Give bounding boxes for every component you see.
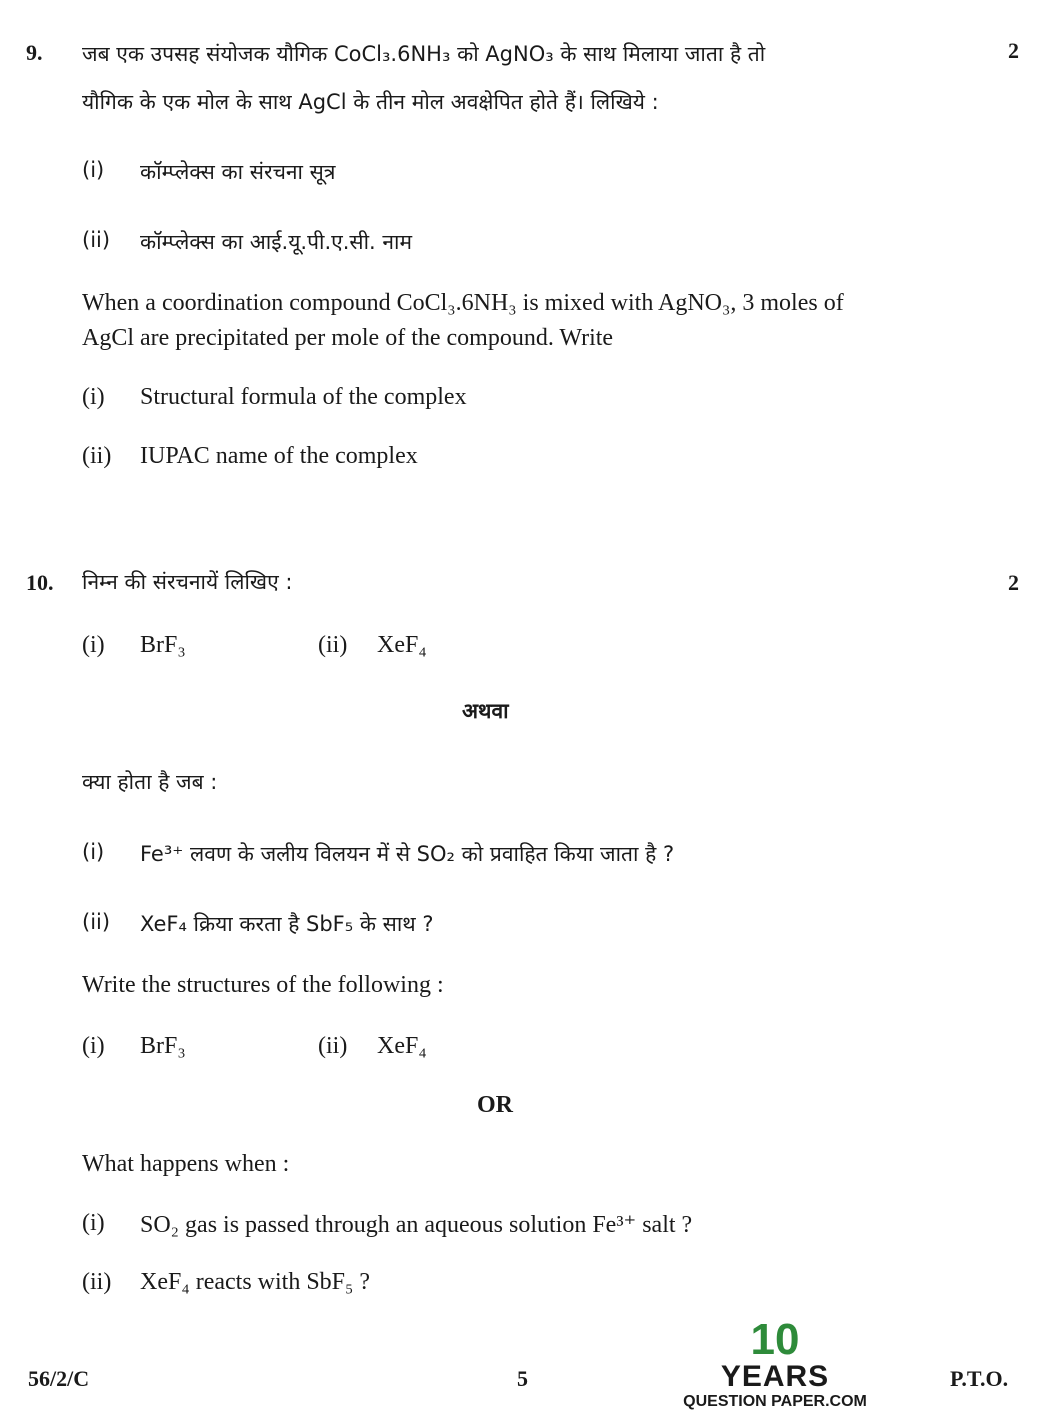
paper-code: 56/2/C xyxy=(28,1366,90,1391)
q9-english-item-text: IUPAC name of the complex xyxy=(140,443,418,469)
please-turn-over: P.T.O. xyxy=(950,1366,1009,1391)
q10-english-struct-formula: XeF₄ xyxy=(377,1033,427,1059)
q9-hindi-line-2: यौगिक के एक मोल के साथ AgCl के तीन मोल अवक्षेपित होते हैं। लिखिये : xyxy=(82,90,659,114)
q10-english-item-label: (i) xyxy=(82,1210,105,1236)
watermark-number: 10 xyxy=(750,1315,800,1364)
q10-hindi-intro: निम्न की संरचनायें लिखिए : xyxy=(82,570,293,594)
q9-hindi-item-text: कॉम्प्लेक्स का संरचना सूत्र xyxy=(140,160,336,184)
q9-english-item-label: (i) xyxy=(82,384,105,410)
question-number-10: 10. xyxy=(26,570,54,595)
q9-hindi-item-label: (ii) xyxy=(82,228,111,252)
q10-english-item-text: SO₂ gas is passed through an aqueous solution Fe³⁺ salt ? xyxy=(140,1212,693,1238)
or-divider-english: OR xyxy=(477,1092,513,1118)
q10-english-struct-label: (ii) xyxy=(318,1033,348,1059)
q10-english-intro: Write the structures of the following : xyxy=(82,972,444,998)
q10-english-item-label: (ii) xyxy=(82,1269,112,1295)
q10-english-item-text: XeF₄ reacts with SbF₅ ? xyxy=(140,1269,371,1295)
q10-hindi-struct-label: (i) xyxy=(82,632,105,658)
q10-english-struct-label: (i) xyxy=(82,1033,105,1059)
question-10-marks: 2 xyxy=(1008,570,1019,595)
or-divider-hindi: अथवा xyxy=(462,699,509,723)
q10-english-question: What happens when : xyxy=(82,1151,290,1177)
q9-hindi-item-label: (i) xyxy=(82,158,105,182)
question-9-marks: 2 xyxy=(1008,38,1019,63)
q10-hindi-item-text: Fe³⁺ लवण के जलीय विलयन में से SO₂ को प्रवाहित किया जाता है ? xyxy=(140,842,675,866)
q9-english-line-1: When a coordination compound CoCl₃.6NH₃ is mixed with AgNO₃, 3 moles of xyxy=(82,290,844,316)
q9-english-item-text: Structural formula of the complex xyxy=(140,384,467,410)
q10-hindi-struct-formula: BrF₃ xyxy=(140,632,186,658)
q9-hindi-item-text: कॉम्प्लेक्स का आई.यू.पी.ए.सी. नाम xyxy=(140,230,413,254)
q10-english-struct-formula: BrF₃ xyxy=(140,1033,186,1059)
page-number: 5 xyxy=(517,1366,528,1391)
q10-hindi-item-label: (i) xyxy=(82,840,105,864)
q9-english-line-2: AgCl are precipitated per mole of the compound. Write xyxy=(82,325,614,351)
q10-hindi-item-label: (ii) xyxy=(82,910,111,934)
q9-english-item-label: (ii) xyxy=(82,443,112,469)
q10-hindi-struct-formula: XeF₄ xyxy=(377,632,427,658)
watermark-years: YEARS xyxy=(720,1360,830,1393)
question-number-9: 9. xyxy=(26,40,43,65)
watermark-logo xyxy=(672,1315,878,1410)
q9-hindi-line-1: जब एक उपसह संयोजक यौगिक CoCl₃.6NH₃ को AgNO₃ के साथ मिलाया जाता है तो xyxy=(82,42,766,66)
q10-hindi-item-text: XeF₄ क्रिया करता है SbF₅ के साथ ? xyxy=(140,912,434,936)
q10-hindi-question: क्या होता है जब : xyxy=(82,770,218,794)
watermark-site: QUESTION PAPER.COM xyxy=(683,1393,867,1410)
q10-hindi-struct-label: (ii) xyxy=(318,632,348,658)
